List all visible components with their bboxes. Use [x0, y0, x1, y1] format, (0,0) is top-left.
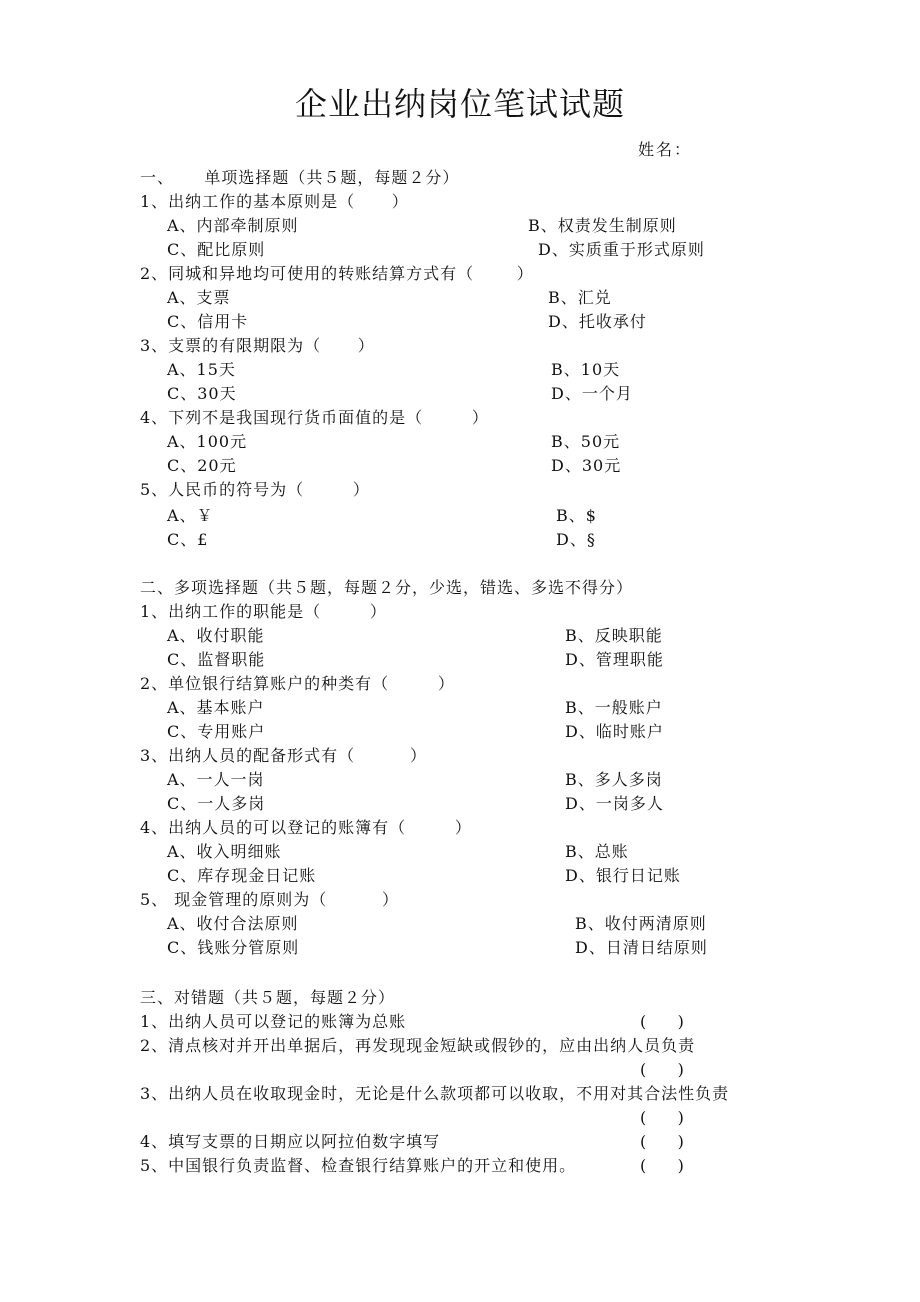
option-c: C、专用账户 — [167, 722, 266, 741]
option-d: D、银行日记账 — [565, 866, 681, 885]
option-a: A、内部牵制原则 — [167, 216, 299, 235]
option-c: C、30天 — [167, 384, 237, 403]
question: 5、 现金管理的原则为（ ） — [140, 890, 400, 909]
answer-blank: ( ) — [640, 1132, 685, 1151]
name-label: 姓名： — [638, 140, 693, 159]
option-b: B、50元 — [551, 432, 621, 451]
tf-question: 3、出纳人员在收取现金时，无论是什么款项都可以收取，不用对其合法性负责 — [140, 1084, 730, 1103]
option-b: B、$ — [556, 506, 597, 525]
option-c: C、一人多岗 — [167, 794, 266, 813]
option-d: D、托收承付 — [548, 312, 647, 331]
option-a: A、收付职能 — [167, 626, 265, 645]
option-d: D、日清日结原则 — [575, 938, 708, 957]
option-b: B、总账 — [565, 842, 629, 861]
option-b: B、汇兑 — [548, 288, 612, 307]
tf-question: 1、出纳人员可以登记的账簿为总账 — [140, 1012, 407, 1031]
option-d: D、实质重于形式原则 — [538, 240, 705, 259]
option-d: D、临时账户 — [565, 722, 664, 741]
option-a: A、收付合法原则 — [167, 914, 299, 933]
option-a: A、￥ — [167, 506, 214, 525]
question: 4、下列不是我国现行货币面值的是（ ） — [140, 408, 489, 427]
question: 1、出纳工作的基本原则是（ ） — [140, 192, 409, 211]
question: 2、单位银行结算账户的种类有（ ） — [140, 674, 455, 693]
option-d: D、30元 — [551, 456, 622, 475]
question: 3、出纳人员的配备形式有（ ） — [140, 746, 427, 765]
question: 3、支票的有限期限为（ ） — [140, 336, 375, 355]
question: 2、同城和异地均可使用的转账结算方式有（ ） — [140, 264, 534, 283]
option-b: B、权责发生制原则 — [528, 216, 677, 235]
option-c: C、20元 — [167, 456, 237, 475]
option-d: D、§ — [556, 530, 596, 549]
option-d: D、一岗多人 — [565, 794, 664, 813]
option-a: A、基本账户 — [167, 698, 265, 717]
option-c: C、监督职能 — [167, 650, 266, 669]
option-b: B、10天 — [551, 360, 621, 379]
answer-blank: ( ) — [640, 1012, 685, 1031]
page-title: 企业出纳岗位笔试试题 — [294, 85, 625, 123]
tf-question: 2、清点核对并开出单据后，再发现现金短缺或假钞的，应由出纳人员负责 — [140, 1036, 696, 1055]
option-a: A、收入明细账 — [167, 842, 282, 861]
option-c: C、£ — [167, 530, 209, 549]
option-a: A、一人一岗 — [167, 770, 265, 789]
option-b: B、收付两清原则 — [575, 914, 707, 933]
tf-question: 5、中国银行负责监督、检查银行结算账户的开立和使用。 — [140, 1156, 577, 1175]
tf-question: 4、填写支票的日期应以阿拉伯数字填写 — [140, 1132, 441, 1151]
option-d: D、一个月 — [551, 384, 633, 403]
option-c: C、配比原则 — [167, 240, 266, 259]
option-c: C、钱账分管原则 — [167, 938, 300, 957]
option-c: C、库存现金日记账 — [167, 866, 317, 885]
question: 4、出纳人员的可以登记的账簿有（ ） — [140, 818, 472, 837]
question: 5、人民币的符号为（ ） — [140, 480, 370, 499]
option-d: D、管理职能 — [565, 650, 664, 669]
question: 1、出纳工作的职能是（ ） — [140, 602, 387, 621]
option-b: B、反映职能 — [565, 626, 663, 645]
option-c: C、信用卡 — [167, 312, 249, 331]
option-b: B、多人多岗 — [565, 770, 663, 789]
option-a: A、15天 — [167, 360, 236, 379]
answer-blank: ( ) — [640, 1108, 685, 1127]
section-heading: 二、多项选择题（共５题，每题２分，少选，错选、多选不得分） — [140, 578, 634, 597]
option-a: A、100元 — [167, 432, 248, 451]
answer-blank: ( ) — [640, 1156, 685, 1175]
section-heading: 三、对错题（共５题，每题２分） — [140, 988, 396, 1007]
option-b: B、一般账户 — [565, 698, 663, 717]
option-a: A、支票 — [167, 288, 231, 307]
section-heading: 一、 单项选择题（共５题，每题２分） — [140, 168, 460, 187]
answer-blank: ( ) — [640, 1060, 685, 1079]
